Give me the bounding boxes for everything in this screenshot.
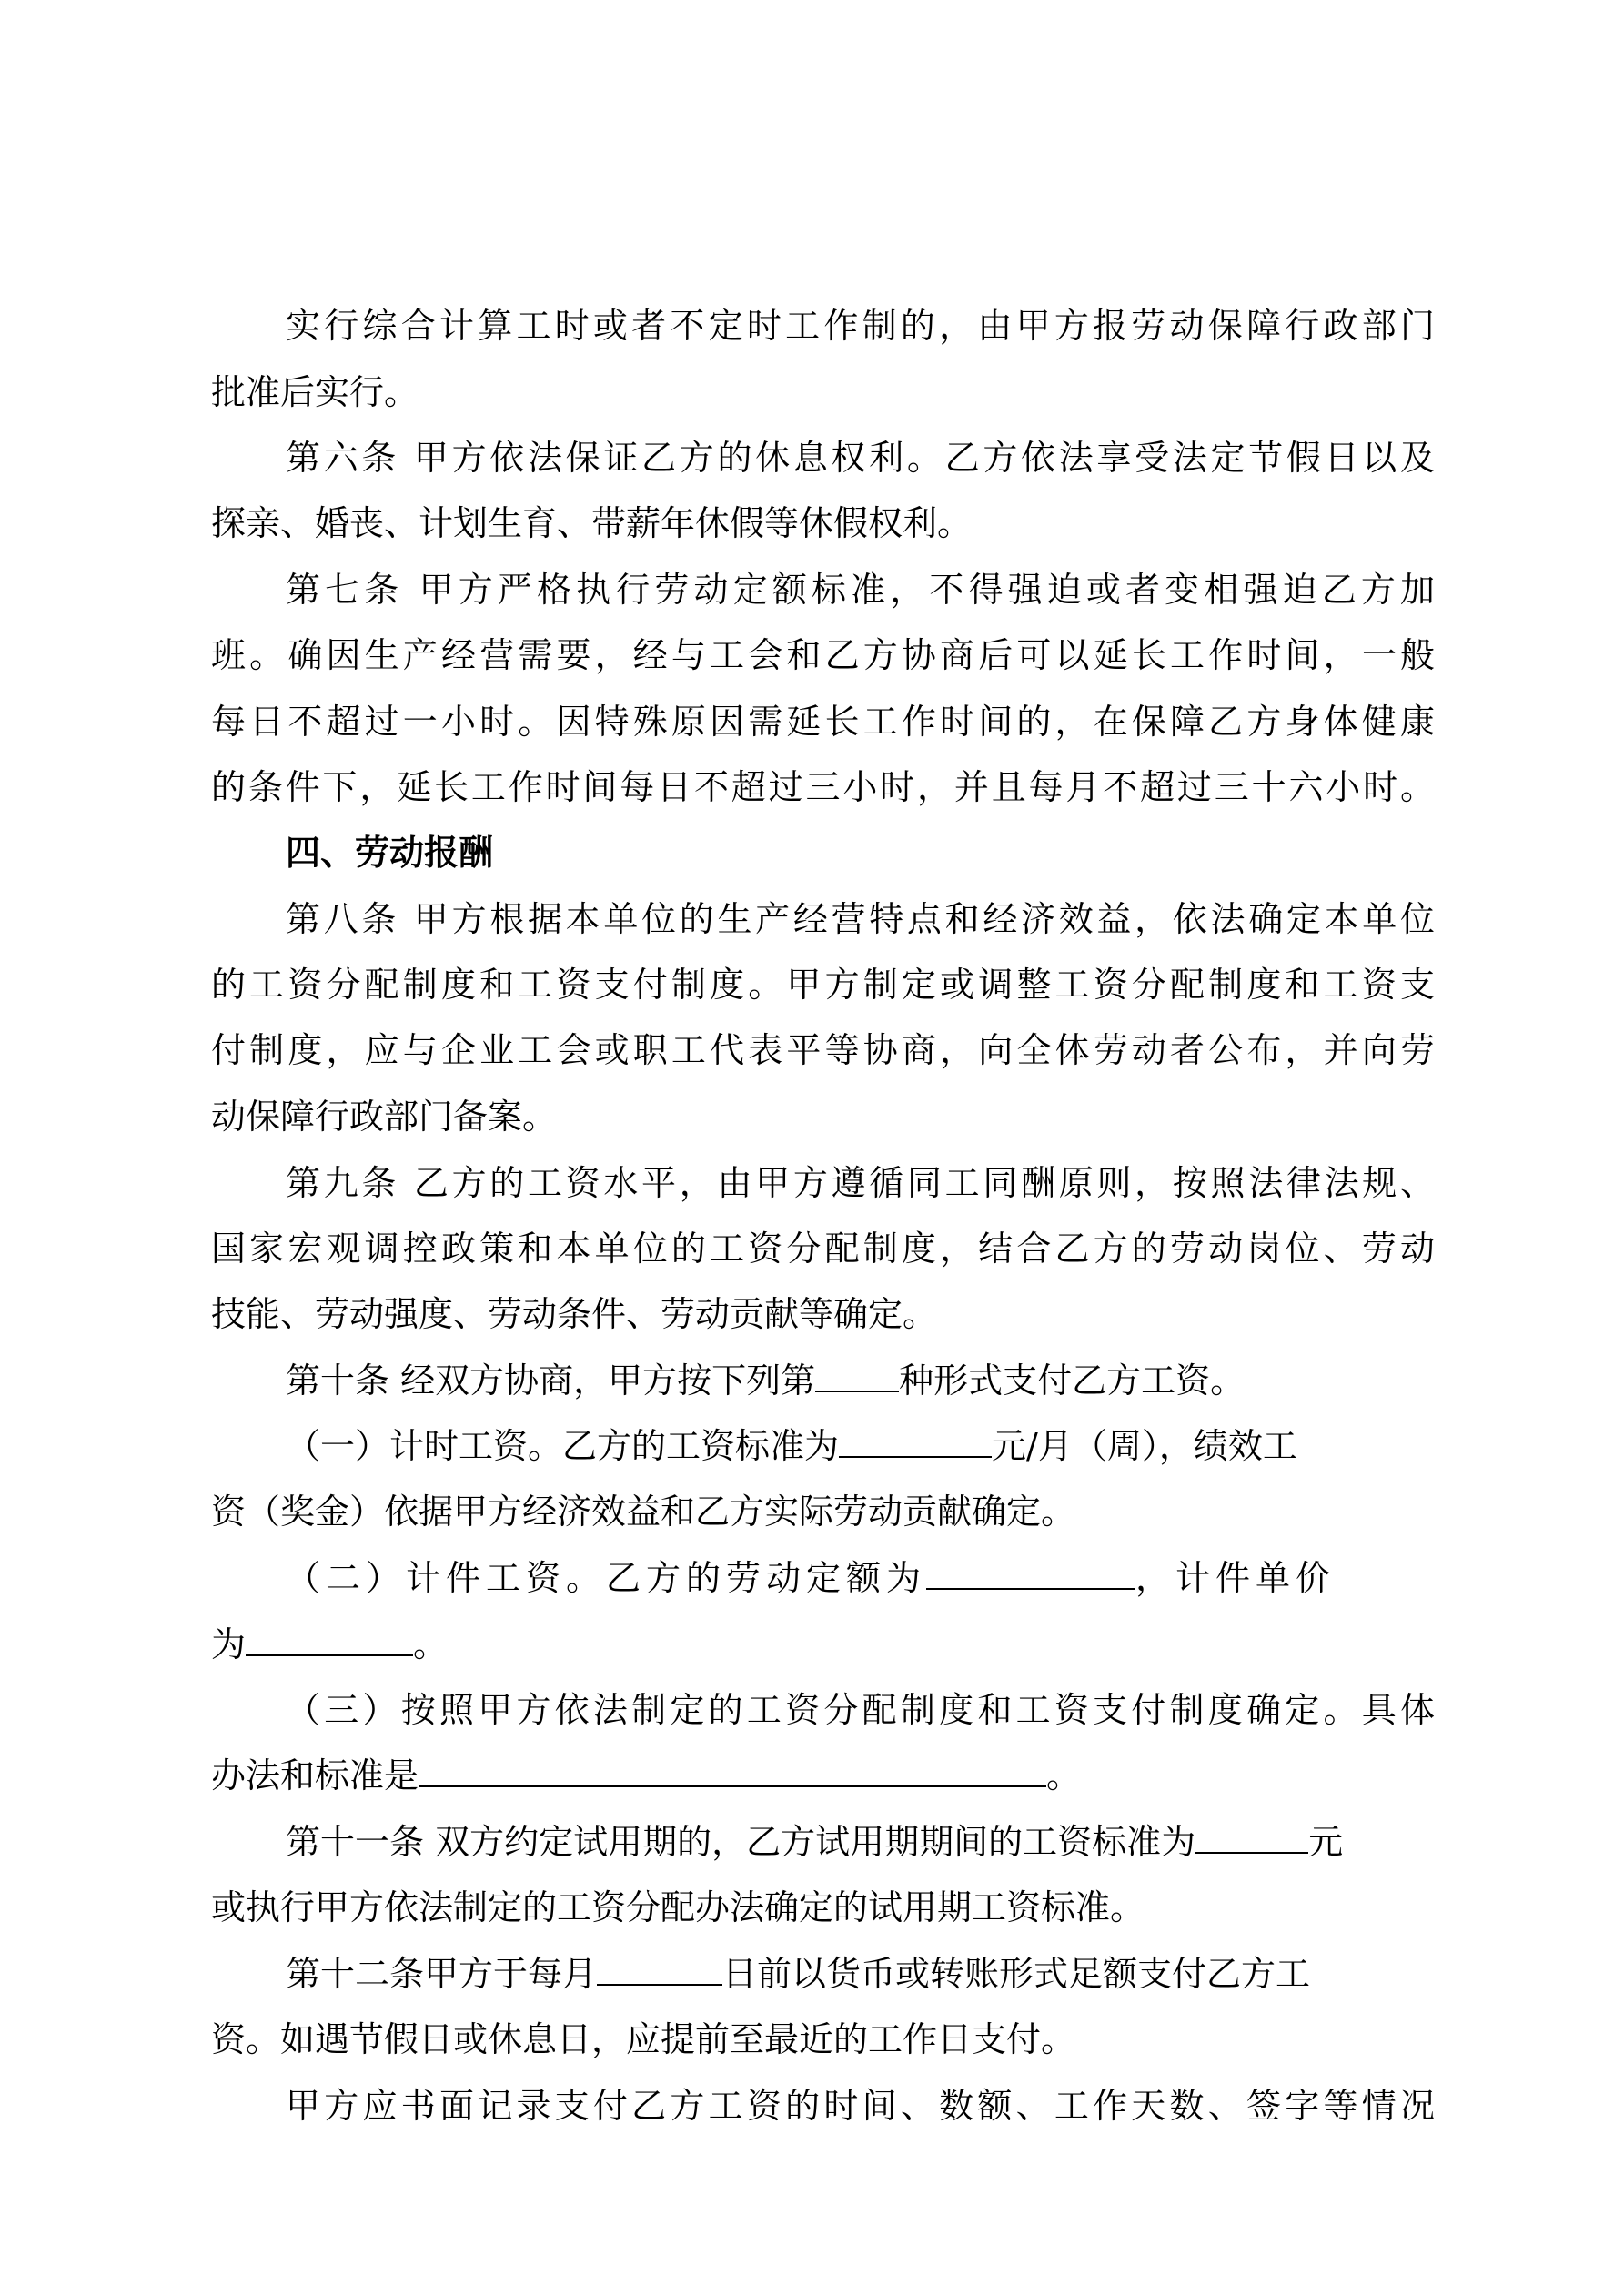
paragraph-line: 的工资分配制度和工资支付制度。甲方制定或调整工资分配制度和工资支 bbox=[211, 965, 1435, 1005]
clause-text: 第十一条 双方约定试用期的，乙方试用期期间的工资标准为 bbox=[286, 1822, 1196, 1862]
paragraph-line: 实行综合计算工时或者不定时工作制的，由甲方报劳动保障行政部门 bbox=[286, 306, 1435, 346]
clause-text: 日前以货币或转账形式足额支付乙方工 bbox=[722, 1954, 1311, 1994]
clause-text: ，计件单价 bbox=[1135, 1558, 1337, 1598]
clause-text: 种形式支付乙方工资。 bbox=[899, 1360, 1246, 1401]
paragraph-line bbox=[286, 1821, 1435, 1863]
clause-text: 元/月（周），绩效工 bbox=[992, 1426, 1297, 1466]
blank-field[interactable] bbox=[419, 1755, 1046, 1787]
paragraph-line: 付制度，应与企业工会或职工代表平等协商，向全体劳动者公布，并向劳 bbox=[211, 1030, 1435, 1070]
clause-text: 。 bbox=[413, 1624, 449, 1664]
blank-field[interactable] bbox=[839, 1425, 992, 1458]
clause-text: 为 bbox=[211, 1624, 247, 1664]
paragraph-line: 批准后实行。 bbox=[211, 372, 419, 412]
paragraph-line: 资。如遇节假日或休息日，应提前至最近的工作日支付。 bbox=[211, 2019, 1076, 2059]
paragraph-line: 第九条 乙方的工资水平，由甲方遵循同工同酬原则，按照法律法规、 bbox=[286, 1163, 1435, 1203]
paragraph-line: 甲方应书面记录支付乙方工资的时间、数额、工作天数、签字等情况 bbox=[286, 2086, 1435, 2126]
paragraph-line: （三）按照甲方依法制定的工资分配制度和工资支付制度确定。具体 bbox=[286, 1690, 1435, 1730]
paragraph-line bbox=[211, 1755, 1435, 1796]
clause-text: 办法和标准是 bbox=[211, 1755, 419, 1795]
clause-text: （二）计件工资。乙方的劳动定额为 bbox=[286, 1558, 927, 1598]
blank-field[interactable] bbox=[926, 1557, 1135, 1590]
paragraph-line bbox=[286, 1557, 1435, 1599]
paragraph-line: 第六条 甲方依法保证乙方的休息权利。乙方依法享受法定节假日以及 bbox=[286, 438, 1435, 478]
blank-field[interactable] bbox=[597, 1953, 722, 1986]
clause-text: 第十二条甲方于每月 bbox=[286, 1954, 598, 1994]
paragraph-line: 资（奖金）依据甲方经济效益和乙方实际劳动贡献确定。 bbox=[211, 1492, 1076, 1532]
paragraph-line: 第七条 甲方严格执行劳动定额标准，不得强迫或者变相强迫乙方加 bbox=[286, 570, 1435, 610]
blank-field[interactable] bbox=[1195, 1821, 1308, 1854]
paragraph-line: 第八条 甲方根据本单位的生产经营特点和经济效益，依法确定本单位 bbox=[286, 899, 1435, 939]
clause-text: 第十条 经双方协商，甲方按下列第 bbox=[286, 1360, 816, 1401]
paragraph-line: 或执行甲方依法制定的工资分配办法确定的试用期工资标准。 bbox=[211, 1887, 1145, 1927]
paragraph-line bbox=[286, 1953, 1435, 1995]
clause-text: （一）计时工资。乙方的工资标准为 bbox=[286, 1426, 840, 1466]
paragraph-line: 的条件下，延长工作时间每日不超过三小时，并且每月不超过三十六小时。 bbox=[211, 767, 1435, 807]
clause-text: 元 bbox=[1308, 1822, 1344, 1862]
paragraph-line: 国家宏观调控政策和本单位的工资分配制度，结合乙方的劳动岗位、劳动 bbox=[211, 1229, 1435, 1269]
paragraph-line: 探亲、婚丧、计划生育、带薪年休假等休假权利。 bbox=[211, 503, 973, 543]
paragraph-line bbox=[286, 1425, 1435, 1467]
section-heading: 四、劳动报酬 bbox=[286, 832, 494, 873]
paragraph-line: 每日不超过一小时。因特殊原因需延长工作时间的，在保障乙方身体健康 bbox=[211, 702, 1435, 742]
paragraph-line: 技能、劳动强度、劳动条件、劳动贡献等确定。 bbox=[211, 1294, 938, 1334]
clause-text: 。 bbox=[1046, 1755, 1082, 1795]
paragraph-line bbox=[211, 1623, 1435, 1665]
blank-field[interactable] bbox=[815, 1360, 899, 1392]
blank-field[interactable] bbox=[246, 1623, 413, 1656]
paragraph-line: 动保障行政部门备案。 bbox=[211, 1097, 558, 1137]
paragraph-line: 班。确因生产经营需要，经与工会和乙方协商后可以延长工作时间，一般 bbox=[211, 635, 1435, 675]
paragraph-line bbox=[286, 1360, 1435, 1401]
